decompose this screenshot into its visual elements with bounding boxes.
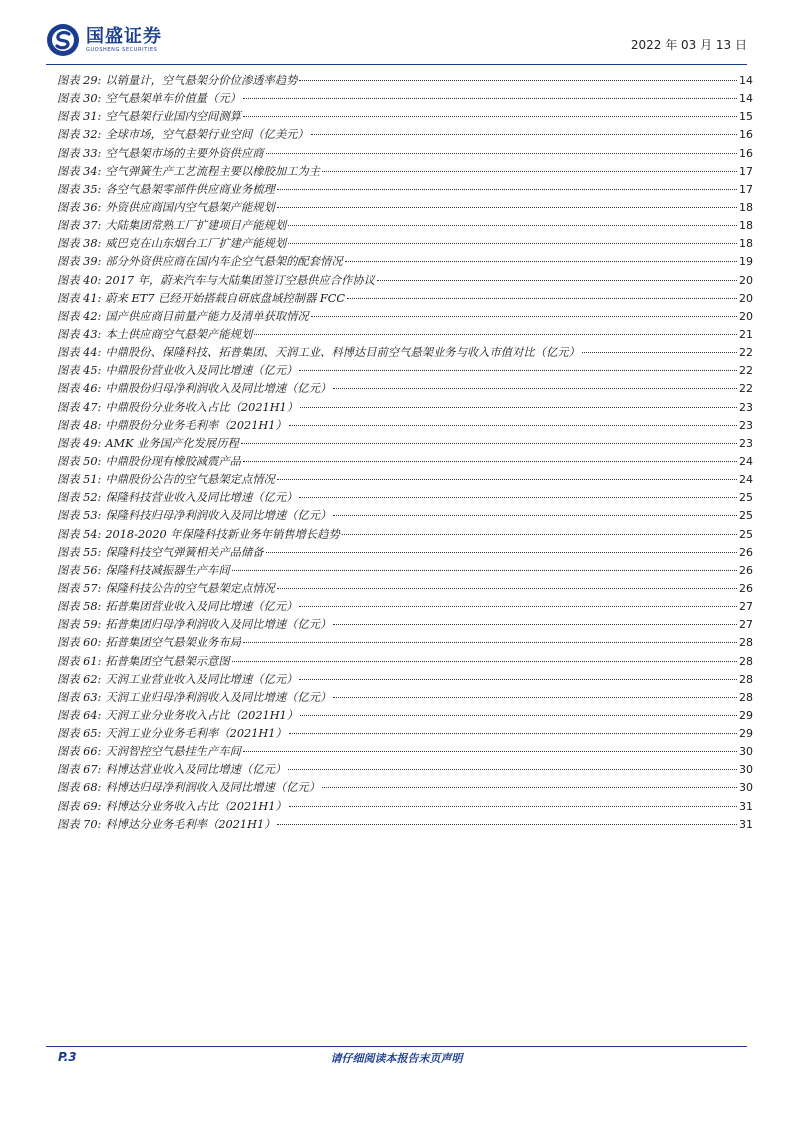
toc-entry-page: 28	[739, 654, 753, 668]
toc-entry-title: 中鼎股份营业收入及同比增速（亿元）	[105, 364, 298, 378]
dot-leader	[333, 388, 737, 389]
toc-entry[interactable]	[57, 526, 753, 544]
toc-entry-title: 各空气悬架零部件供应商业务梳理	[105, 182, 275, 196]
footer-divider	[46, 1046, 747, 1047]
dot-leader	[266, 552, 737, 553]
dot-leader	[333, 515, 737, 516]
toc-entry-page: 30	[739, 781, 753, 795]
logo-english-name: GUOSHENG SECURITIES	[86, 46, 158, 53]
toc-entry-title: 部分外资供应商在国内车企空气悬架的配套情况	[105, 255, 343, 269]
dot-leader	[311, 316, 737, 317]
toc-entry-page: 17	[739, 182, 753, 196]
toc-entry[interactable]	[57, 362, 753, 380]
toc-entry[interactable]	[57, 761, 753, 779]
toc-entry[interactable]	[57, 199, 753, 217]
table-of-figures	[57, 72, 753, 834]
toc-entry-title: 空气弹簧生产工艺流程主要以橡胶加工为主	[105, 164, 321, 178]
toc-entry-label: 图表 61:	[57, 654, 102, 668]
dot-leader	[277, 189, 737, 190]
toc-entry-page: 18	[739, 237, 753, 251]
toc-entry-page: 20	[739, 309, 753, 323]
toc-entry-title: 中鼎股份归母净利润收入及同比增速（亿元）	[105, 382, 332, 396]
toc-entry-label: 图表 50:	[57, 454, 102, 468]
toc-entry-page: 15	[739, 110, 753, 124]
toc-entry-title: 全球市场，空气悬架行业空间（亿美元）	[105, 128, 309, 142]
toc-entry-page: 29	[739, 727, 753, 741]
toc-entry-page: 28	[739, 690, 753, 704]
toc-entry-page: 30	[739, 763, 753, 777]
toc-entry-page: 22	[739, 346, 753, 360]
dot-leader	[311, 134, 737, 135]
toc-entry[interactable]	[57, 235, 753, 253]
toc-entry-label: 图表 58:	[57, 600, 102, 614]
toc-entry-label: 图表 55:	[57, 545, 102, 559]
toc-entry-title: 大陆集团常熟工厂扩建项目产能规划	[105, 219, 287, 233]
company-logo	[46, 22, 162, 58]
toc-entry[interactable]	[57, 507, 753, 525]
logo-icon	[46, 23, 80, 57]
toc-entry-label: 图表 53:	[57, 509, 102, 523]
toc-entry-label: 图表 66:	[57, 745, 102, 759]
toc-entry-label: 图表 33:	[57, 146, 102, 160]
toc-entry-title: 天润工业分业务收入占比（2021H1）	[105, 708, 299, 722]
toc-entry[interactable]	[57, 417, 753, 435]
toc-entry[interactable]	[57, 453, 753, 471]
toc-entry-label: 图表 44:	[57, 346, 102, 360]
dot-leader	[241, 443, 737, 444]
dot-leader	[277, 824, 737, 825]
toc-entry-title: 保隆科技归母净利润收入及同比增速（亿元）	[105, 509, 332, 523]
toc-entry-label: 图表 70:	[57, 817, 102, 831]
toc-entry[interactable]	[57, 689, 753, 707]
toc-entry-title: AMK 业务国产化发展历程	[105, 436, 239, 450]
toc-entry-label: 图表 57:	[57, 581, 102, 595]
dot-leader	[288, 225, 737, 226]
dot-leader	[289, 733, 737, 734]
toc-entry[interactable]	[57, 326, 753, 344]
toc-entry[interactable]	[57, 217, 753, 235]
toc-entry-label: 图表 29:	[57, 74, 102, 87]
toc-entry-page: 31	[739, 817, 753, 831]
dot-leader	[345, 261, 737, 262]
toc-entry-title: 2018-2020 年保隆科技新业务年销售增长趋势	[105, 527, 340, 541]
toc-entry-label: 图表 51:	[57, 473, 102, 487]
dot-leader	[300, 407, 737, 408]
toc-entry-title: 空气悬架单车价值量（元）	[105, 92, 241, 106]
toc-entry-page: 29	[739, 708, 753, 722]
toc-entry-label: 图表 67:	[57, 763, 102, 777]
toc-entry-title: 中鼎股份公告的空气悬架定点情况	[105, 473, 275, 487]
toc-entry[interactable]	[57, 489, 753, 507]
dot-leader	[299, 679, 737, 680]
toc-entry[interactable]	[57, 308, 753, 326]
dot-leader	[277, 479, 737, 480]
toc-entry[interactable]	[57, 598, 753, 616]
toc-entry-page: 31	[739, 799, 753, 813]
toc-entry-page: 16	[739, 146, 753, 160]
toc-entry-title: 中鼎股份、保隆科技、拓普集团、天润工业、科博达目前空气悬架业务与收入市值对比（亿元）	[105, 346, 580, 360]
toc-entry-label: 图表 34:	[57, 164, 102, 178]
toc-entry-page: 27	[739, 618, 753, 632]
toc-entry-page: 26	[739, 545, 753, 559]
toc-entry-title: 空气悬架行业国内空间测算	[105, 110, 241, 124]
toc-entry-page: 20	[739, 291, 753, 305]
dot-leader	[322, 787, 737, 788]
page-number: P.3	[58, 1050, 77, 1064]
toc-entry-label: 图表 49:	[57, 436, 102, 450]
toc-entry-title: 保隆科技空气弹簧相关产品储备	[105, 545, 264, 559]
toc-entry[interactable]	[57, 72, 753, 90]
dot-leader	[288, 243, 737, 244]
toc-entry-title: 威巴克在山东烟台工厂扩建产能规划	[105, 237, 287, 251]
toc-entry-label: 图表 59:	[57, 618, 102, 632]
toc-entry[interactable]	[57, 290, 753, 308]
toc-entry-label: 图表 35:	[57, 182, 102, 196]
toc-entry-label: 图表 39:	[57, 255, 102, 269]
toc-entry[interactable]	[57, 344, 753, 362]
toc-entry-title: 天润工业分业务毛利率（2021H1）	[105, 727, 287, 741]
dot-leader	[299, 80, 737, 81]
toc-entry-label: 图表 62:	[57, 672, 102, 686]
dot-leader	[333, 697, 737, 698]
toc-entry-page: 23	[739, 400, 753, 414]
toc-entry[interactable]	[57, 616, 753, 634]
toc-entry-label: 图表 52:	[57, 491, 102, 505]
toc-entry-title: 国产供应商目前量产能力及清单获取情况	[105, 309, 309, 323]
toc-entry[interactable]	[57, 108, 753, 126]
toc-entry-page: 28	[739, 636, 753, 650]
toc-entry-label: 图表 37:	[57, 219, 102, 233]
toc-entry-title: 外资供应商国内空气悬架产能规划	[105, 200, 275, 214]
toc-entry[interactable]	[57, 126, 753, 144]
toc-entry-page: 28	[739, 672, 753, 686]
toc-entry[interactable]	[57, 435, 753, 453]
toc-entry-page: 19	[739, 255, 753, 269]
dot-leader	[300, 715, 737, 716]
dot-leader	[288, 769, 737, 770]
toc-entry[interactable]	[57, 181, 753, 199]
toc-entry-title: 拓普集团空气悬架业务布局	[105, 636, 241, 650]
toc-entry-title: 中鼎股份现有橡胶减震产品	[105, 454, 241, 468]
toc-entry-title: 天润智控空气悬挂生产车间	[105, 745, 241, 759]
dot-leader	[322, 171, 737, 172]
toc-entry-label: 图表 69:	[57, 799, 102, 813]
toc-entry-label: 图表 30:	[57, 92, 102, 106]
toc-entry-title: 蔚来 ET7 已经开始搭载自研底盘域控制器 FCC	[105, 291, 345, 305]
toc-entry[interactable]	[57, 580, 753, 598]
toc-entry[interactable]	[57, 90, 753, 108]
toc-entry-page: 21	[739, 327, 753, 341]
toc-entry-label: 图表 31:	[57, 110, 102, 124]
toc-entry-page: 22	[739, 364, 753, 378]
dot-leader	[254, 334, 737, 335]
toc-entry-label: 图表 54:	[57, 527, 102, 541]
toc-entry-title: 本土供应商空气悬架产能规划	[105, 327, 253, 341]
toc-entry-label: 图表 65:	[57, 727, 102, 741]
toc-entry-label: 图表 38:	[57, 237, 102, 251]
dot-leader	[289, 806, 737, 807]
toc-entry-page: 26	[739, 581, 753, 595]
report-date: 2022 年 03 月 13 日	[630, 38, 747, 52]
toc-entry-page: 23	[739, 418, 753, 432]
toc-entry-label: 图表 56:	[57, 563, 102, 577]
toc-entry-title: 保隆科技营业收入及同比增速（亿元）	[105, 491, 298, 505]
toc-entry[interactable]	[57, 816, 753, 834]
logo-chinese-name: 国盛证券	[86, 25, 162, 47]
toc-entry[interactable]	[57, 380, 753, 398]
toc-entry-title: 科博达营业收入及同比增速（亿元）	[105, 763, 287, 777]
dot-leader	[266, 153, 737, 154]
toc-entry-page: 22	[739, 382, 753, 396]
dot-leader	[582, 352, 737, 353]
dot-leader	[347, 298, 737, 299]
dot-leader	[277, 588, 737, 589]
toc-entry-label: 图表 41:	[57, 291, 102, 305]
toc-entry-page: 18	[739, 219, 753, 233]
dot-leader	[243, 116, 737, 117]
toc-entry-page: 24	[739, 473, 753, 487]
toc-entry-label: 图表 43:	[57, 327, 102, 341]
toc-entry-page: 17	[739, 164, 753, 178]
toc-entry-title: 保隆科技公告的空气悬架定点情况	[105, 581, 275, 595]
toc-entry-page: 18	[739, 200, 753, 214]
toc-entry[interactable]	[57, 653, 753, 671]
toc-entry[interactable]	[57, 544, 753, 562]
dot-leader	[277, 207, 737, 208]
toc-entry-page: 14	[739, 92, 753, 106]
toc-entry-title: 拓普集团营业收入及同比增速（亿元）	[105, 600, 298, 614]
dot-leader	[299, 497, 737, 498]
toc-entry-page: 25	[739, 491, 753, 505]
toc-entry-label: 图表 60:	[57, 636, 102, 650]
dot-leader	[289, 425, 737, 426]
toc-entry-label: 图表 32:	[57, 128, 102, 142]
toc-entry-title: 拓普集团空气悬架示意图	[105, 654, 230, 668]
toc-entry-title: 保隆科技减振器生产车间	[105, 563, 230, 577]
toc-entry-page: 24	[739, 454, 753, 468]
toc-entry-page: 20	[739, 273, 753, 287]
dot-leader	[243, 642, 737, 643]
toc-entry-title: 2017 年，蔚来汽车与大陆集团签订空悬供应合作协议	[105, 273, 375, 287]
toc-entry-page: 23	[739, 436, 753, 450]
dot-leader	[243, 98, 737, 99]
toc-entry-label: 图表 47:	[57, 400, 102, 414]
toc-entry-title: 拓普集团归母净利润收入及同比增速（亿元）	[105, 618, 332, 632]
dot-leader	[299, 370, 737, 371]
toc-entry-title: 天润工业归母净利润收入及同比增速（亿元）	[105, 690, 332, 704]
header-divider	[46, 64, 747, 65]
toc-entry[interactable]	[57, 707, 753, 725]
toc-entry-page: 25	[739, 527, 753, 541]
toc-entry[interactable]	[57, 145, 753, 163]
toc-entry[interactable]	[57, 671, 753, 689]
dot-leader	[232, 661, 737, 662]
dot-leader	[232, 570, 737, 571]
dot-leader	[243, 461, 737, 462]
toc-entry-title: 科博达分业务收入占比（2021H1）	[105, 799, 287, 813]
toc-entry-label: 图表 42:	[57, 309, 102, 323]
toc-entry-label: 图表 36:	[57, 200, 102, 214]
toc-entry-title: 中鼎股份分业务毛利率（2021H1）	[105, 418, 287, 432]
toc-entry-page: 26	[739, 563, 753, 577]
toc-entry[interactable]	[57, 779, 753, 797]
toc-entry[interactable]	[57, 798, 753, 816]
toc-entry-label: 图表 68:	[57, 781, 102, 795]
toc-entry-page: 27	[739, 600, 753, 614]
toc-entry[interactable]	[57, 634, 753, 652]
toc-entry-title: 中鼎股份分业务收入占比（2021H1）	[105, 400, 299, 414]
dot-leader	[342, 534, 737, 535]
toc-entry-title: 空气悬架市场的主要外资供应商	[105, 146, 264, 160]
toc-entry-label: 图表 48:	[57, 418, 102, 432]
toc-entry-title: 天润工业营业收入及同比增速（亿元）	[105, 672, 298, 686]
toc-entry[interactable]	[57, 163, 753, 181]
toc-entry-page: 30	[739, 745, 753, 759]
toc-entry-title: 科博达分业务毛利率（2021H1）	[105, 817, 276, 831]
toc-entry[interactable]	[57, 272, 753, 290]
dot-leader	[333, 624, 737, 625]
toc-entry-page: 14	[739, 74, 753, 87]
dot-leader	[377, 280, 737, 281]
toc-entry[interactable]	[57, 253, 753, 271]
toc-entry[interactable]	[57, 725, 753, 743]
toc-entry-page: 25	[739, 509, 753, 523]
toc-entry-label: 图表 63:	[57, 690, 102, 704]
page-header	[46, 22, 747, 62]
toc-entry-title: 以销量计，空气悬架分价位渗透率趋势	[105, 74, 298, 87]
toc-entry[interactable]	[57, 471, 753, 489]
dot-leader	[243, 751, 737, 752]
toc-entry[interactable]	[57, 399, 753, 417]
toc-entry-page: 16	[739, 128, 753, 142]
footer-disclaimer: 请仔细阅读本报告末页声明	[330, 1052, 463, 1065]
toc-entry-label: 图表 40:	[57, 273, 102, 287]
dot-leader	[299, 606, 737, 607]
toc-entry-title: 科博达归母净利润收入及同比增速（亿元）	[105, 781, 321, 795]
toc-entry-label: 图表 45:	[57, 364, 102, 378]
toc-entry[interactable]	[57, 743, 753, 761]
toc-entry-label: 图表 46:	[57, 382, 102, 396]
toc-entry-label: 图表 64:	[57, 708, 102, 722]
toc-entry[interactable]	[57, 562, 753, 580]
